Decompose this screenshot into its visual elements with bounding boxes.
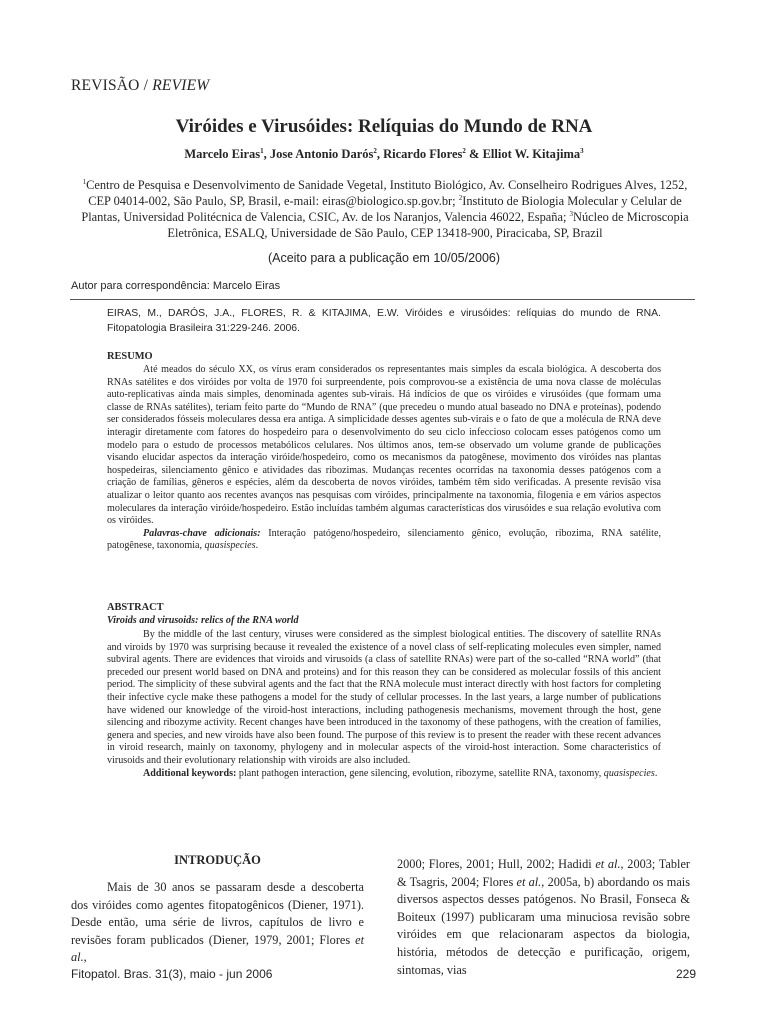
keywords-italic: quasispecies [603, 767, 655, 779]
author-affiliation-marker: 2 [373, 146, 377, 155]
right-column [397, 856, 690, 979]
author-affiliation-marker: 3 [580, 146, 584, 155]
section-label-en: REVIEW [152, 77, 210, 94]
journal-footer: Fitopatol. Bras. 31(3), maio - jun 2006 [71, 967, 273, 981]
intro-text: , 2003; Tabler & Tsagris, 2004; Flores [397, 857, 690, 889]
intro-paragraph [71, 879, 364, 967]
abstract-subtitle: Viroids and virusoids: relics of the RNA world [107, 615, 299, 626]
author-name: Elliot W. Kitajima [482, 147, 581, 161]
author-separator: , [376, 147, 384, 161]
keywords-end: . [255, 540, 259, 552]
intro-text-italic: et al. [71, 932, 364, 965]
affiliation-marker: 3 [569, 209, 574, 218]
left-column [71, 879, 364, 967]
affiliation-text: Núcleo de Microscopia Eletrônica, ESALQ, Universidade de São Paulo, CEP 13418-900, Piracicaba, SP, Brazil [167, 210, 689, 240]
intro-text-italic: et al. [516, 874, 542, 889]
corresponding-author: Autor para correspondência: Marcelo Eiras [71, 280, 281, 292]
abstract-body: By the middle of the last century, viruses were considered as the simplest biological entities. The discovery of satellite RNAs and viroids by 1970 was surprising because it revealed the existence of a novel class of self-replicating molecules even simpler, named subviral agents. There are evidences that viroids and virusoids (a class of satellite RNAs) were part of the so-called “RNA world” (that preceded our present world based on DNA and proteins) and for this reason they can be considered as molecular fossils of this ancient period. The simplicity of these subviral agents and the fact that the RNA molecule must interact directly with host factors for completing their infective cycle make these pathogens a model for the study of cellular processes. In the last years, a large number of publications have widened our knowledge of the viroid-host interactions, including pathogenesis mechanisms, movement through the host, gene silencing and ribozyme activity. Recent changes have been introduced in the taxonomy of these pathogens, with the creation of families, genera and species, and new viroids have also been found. The purpose of this review is to present the reader with these recent advances in viroid research, mainly on taxonomy, phylogeny and in molecular aspects of the viroid-host interaction. Some characteristics of virusoids and their evolutionary relationship with viroids are also included. [107, 629, 661, 766]
resumo-body: Até meados do século XX, os vírus eram considerados os representantes mais simples da escala biológica. A descoberta dos RNAs satélites e dos viróides por volta de 1970 foi surpreendente, pois comprovou-se a existência de uma nova classe de moléculas auto-replicativas ainda mais simples, denominada agentes sub-virais. Há indícios de que os viróides e virusóides (que formam uma classe de RNAs satélites), teriam feito parte do “Mundo de RNA” (que precedeu o mundo atual baseado no DNA e proteínas), podendo ser considerados fósseis moleculares dessa era antiga. A simplicidade desses agentes sub-virais e o fato de que a molécula de RNA deve interagir diretamente com fatores do hospedeiro para o desenvolvimento do seu ciclo infeccioso colocam esses patógenos como um modelo para o estudo de processos metabólicos celulares. Nos últimos anos, tem-se observado um volume grande de publicações visando elucidar aspectos da interação viróide/hospedeiro, como os mecanismos da patogênese, movimento dos viróides nas plantas hospedeiras, silenciamento gênico e atividades das ribozimas. Mudanças recentes ocorridas na taxonomia desses patógenos com a criação de famílias, gêneros e espécies, além da descoberta de novos viróides, também têm sido verificadas. A presente revisão visa atualizar o leitor quanto aos recentes avanços nas pesquisas com viróides, principalmente na taxonomia, filogenia e em vários aspectos moleculares da interação viróide/hospedeiro. Estão incluídas também algumas características dos virusóides e sua relação evolutiva com os viróides. [107, 364, 661, 527]
author-separator: & [465, 147, 483, 161]
intro-text: Mais de 30 anos se passaram desde a descoberta dos viróides como agentes fitopatogênicos (Diener, 1971). Desde então, uma série de livros, capítulos de livro e revisões foram publicados (Diener, 1979, 2001; Flores [71, 880, 364, 947]
author-name: Jose Antonio Darós [269, 147, 374, 161]
accepted-date: (Aceito para a publicação em 10/05/2006) [267, 251, 501, 265]
keywords-text: plant pathogen interaction, gene silencing, evolution, ribozyme, satellite RNA, taxonomy, [236, 767, 604, 779]
section-label-separator: / [139, 77, 153, 94]
article-title: Viróides e Virusóides: Relíquias do Mundo de RNA [175, 116, 593, 137]
citation: EIRAS, M., DARÓS, J.A., FLORES, R. & KITAJIMA, E.W. Viróides e virusóides: relíquias do mundo de RNA. Fitopatologia Brasileira 31:229-246. 2006. [107, 308, 661, 334]
keywords-label: Palavras-chave adicionais: [143, 527, 261, 539]
affiliation-text: Instituto de Biologia Molecular y Celular de Plantas, Universidad Politécnica de Valencia, CSIC, Av. de los Naranjos, Valencia 46022, España; [81, 194, 682, 224]
page-number: 229 [675, 967, 696, 981]
intro-text-italic: et al. [595, 857, 621, 871]
section-label-pt: REVISÃO [71, 77, 140, 94]
header-divider [70, 299, 695, 300]
author-affiliation-marker: 2 [462, 146, 466, 155]
author-affiliation-marker: 1 [260, 146, 264, 155]
affiliations [70, 177, 700, 241]
resumo-section [107, 364, 661, 553]
abstract-section [107, 629, 661, 780]
affiliation-marker: 2 [458, 193, 463, 202]
resumo-heading: RESUMO [107, 351, 153, 362]
intro-paragraph [397, 856, 690, 979]
author-list [0, 147, 768, 162]
section-label [71, 77, 209, 95]
abstract-keywords [107, 768, 661, 781]
intro-text: 2000; Flores, 2001; Hull, 2002; Hadidi [397, 857, 596, 871]
introduction-heading: INTRODUÇÃO [174, 853, 261, 867]
keywords-end: . [654, 767, 658, 779]
affiliation-marker: 1 [82, 177, 87, 186]
intro-text: , 2005a, b) abordando os mais diversos aspectos desses patógenos. No Brasil, Fonseca & Boiteux (1997) publicaram uma minuciosa revisão sobre viróides em que relacionaram aspectos da biologia, história, métodos de detecção e purificação, origem, sintomas, vias [397, 874, 690, 977]
abstract-heading: ABSTRACT [107, 602, 164, 613]
keywords-label: Additional keywords: [143, 767, 237, 779]
affiliation-text: Centro de Pesquisa e Desenvolvimento de Sanidade Vegetal, Instituto Biológico, Av. Conselheiro Rodrigues Alves, 1252, CEP 04014-002, São Paulo, SP, Brasil, e-mail: eiras@biologico.sp.gov.br; [86, 178, 688, 208]
author-name: Ricardo Flores [383, 147, 463, 161]
keywords-text: Interação patógeno/hospedeiro, silenciamento gênico, evolução, ribozima, RNA satélite, patogênese, taxonomia, [107, 527, 661, 552]
author-name: Marcelo Eiras [184, 147, 261, 161]
author-separator: , [263, 147, 270, 161]
intro-text: , [83, 950, 87, 965]
resumo-keywords [107, 528, 661, 553]
keywords-italic: quasispecies [204, 540, 256, 552]
